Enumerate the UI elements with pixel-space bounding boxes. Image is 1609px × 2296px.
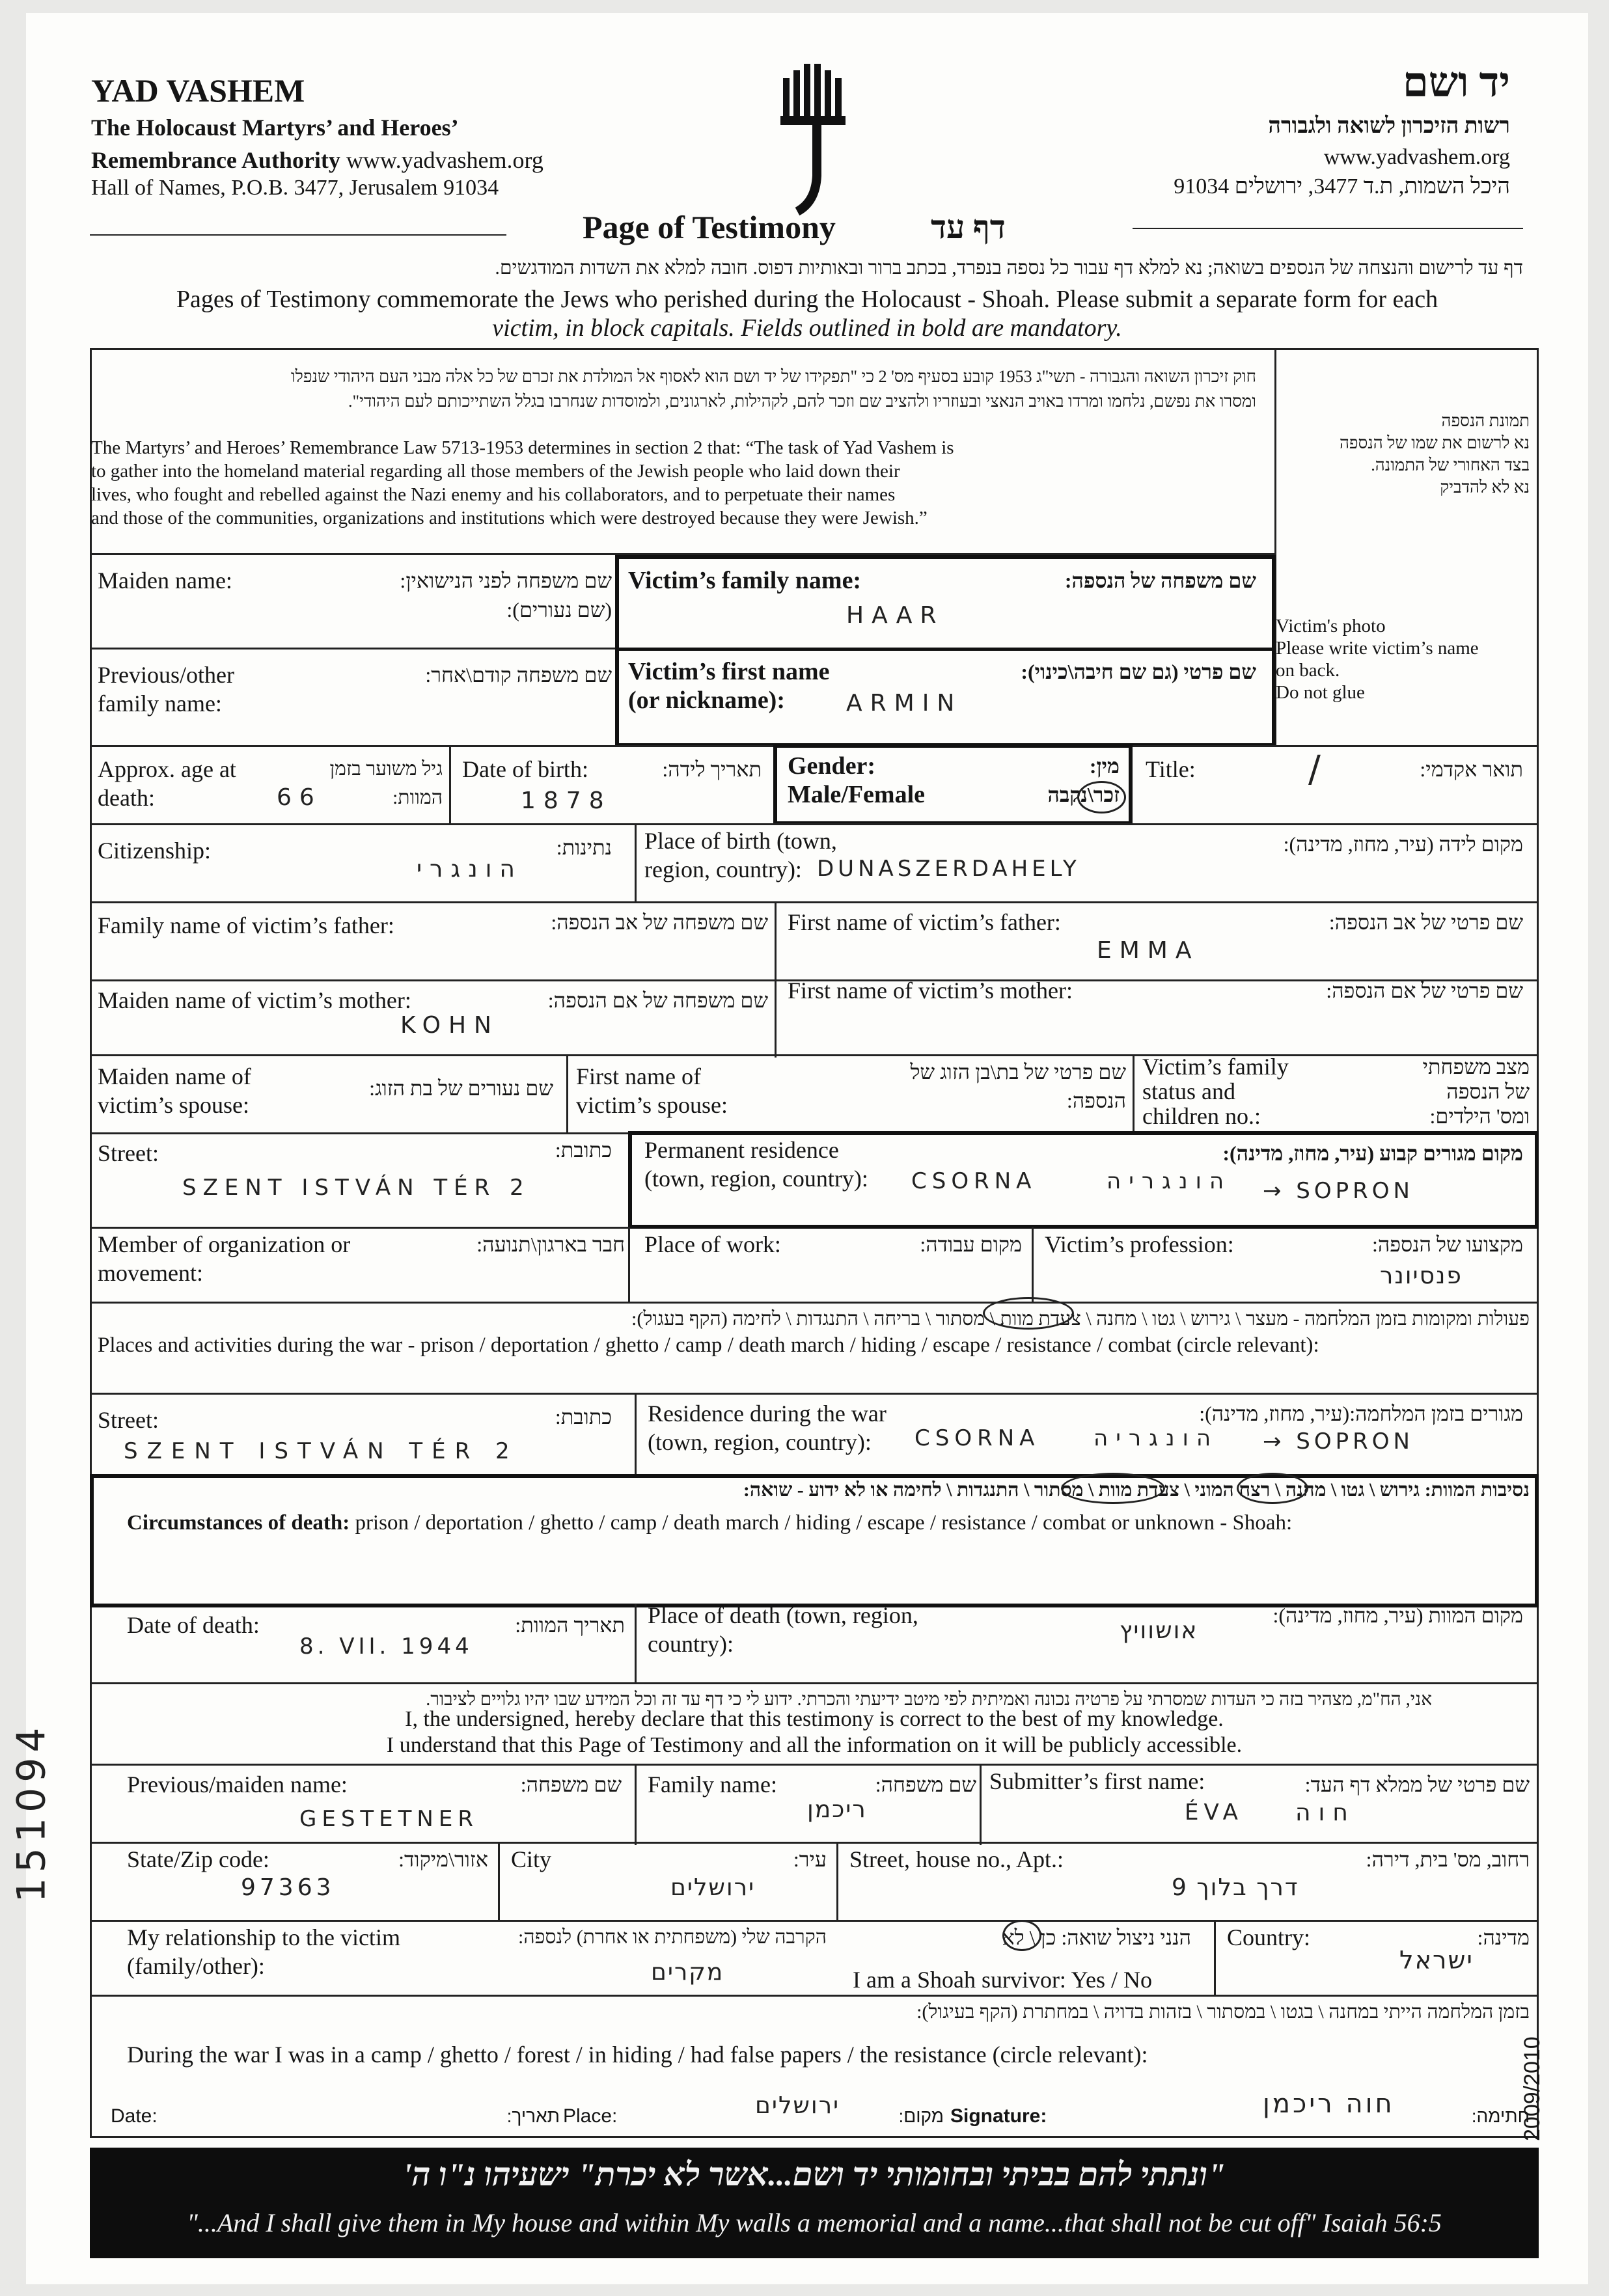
dob-label: Date of birth: — [462, 756, 588, 782]
edition-year: 2009/2010 — [1520, 2036, 1545, 2141]
father-first-name-value[interactable]: EMMA — [1097, 937, 1200, 964]
place-of-birth-value[interactable]: DUNASZERDAHELY — [817, 856, 1080, 882]
declaration-he: אני, הח"מ, מצהיר בזה כי העדות שמסרתי על פרטיה נכונה ואמיתית לפי מיטב ידיעתי והכרתי. ידוע לי כי דף עד זה וכל המידע שבו יהיו גלויים לציבור. — [426, 1689, 1432, 1710]
form-title-en: Page of Testimony — [583, 209, 836, 245]
date-of-death-label: Date of death: — [127, 1612, 260, 1638]
submitter-first-name-label: Submitter’s first name: — [989, 1768, 1205, 1794]
signature-label: Signature: — [950, 2105, 1047, 2127]
victim-first-name-label: Victim’s first name (or nickname): — [628, 658, 830, 714]
intro-en-1: Pages of Testimony commemorate the Jews who perished during the Holocaust - Shoah. Please submit a separate form for each — [176, 286, 1438, 313]
declaration-en-1: I, the undersigned, hereby declare that this testimony is correct to the best of my knowledge. — [405, 1707, 1224, 1731]
mother-maiden-name-label: Maiden name of victim’s mother: — [98, 987, 411, 1013]
previous-name-label: Previous/other family name: — [98, 662, 234, 717]
victim-family-name-value[interactable]: HAAR — [846, 602, 944, 629]
victim-family-name-label: Victim’s family name: — [628, 567, 862, 594]
place-of-death-label: Place of death (town, region, country): — [648, 1602, 918, 1657]
mother-maiden-name-value[interactable]: KOHN — [400, 1012, 499, 1039]
date-label: Date: — [111, 2105, 158, 2127]
footer-banner — [90, 2148, 1539, 2258]
ghetto-deportation-circled[interactable] — [1237, 1473, 1308, 1504]
spouse-first-name-label: First name of victim’s spouse: — [576, 1063, 728, 1118]
circumstances-label: Circumstances of death: prison / deportation / ghetto / camp / death march / hiding / escape / resistance / combat or unknown - Shoah: — [127, 1511, 1293, 1535]
survivor-yes-circled[interactable] — [1002, 1920, 1041, 1951]
submitter-previous-name-label: Previous/maiden name: — [127, 1771, 348, 1797]
intro-en-2: victim, in block capitals. Fields outlined in bold are mandatory. — [492, 314, 1122, 342]
zip-label: State/Zip code: — [127, 1846, 269, 1872]
submitter-first-name-value[interactable]: ÉVA — [1185, 1799, 1243, 1825]
victim-first-name-value[interactable]: ARMIN — [846, 690, 963, 717]
declaration-en-2: I understand that this Page of Testimony and all the information on it will be publicly accessible. — [386, 1733, 1243, 1757]
date-of-death-value[interactable]: 8. VII. 1944 — [299, 1633, 473, 1660]
relationship-value[interactable]: מקרים — [651, 1959, 724, 1986]
place-label: Place: — [563, 2105, 618, 2127]
submitter-previous-name-value[interactable]: GESTETNER — [299, 1806, 478, 1832]
relationship-label: My relationship to the victim (family/other): — [127, 1924, 400, 1979]
father-family-name-label: Family name of victim’s father: — [98, 912, 394, 938]
war-activities-label: Places and activities during the war - prison / deportation / ghetto / camp / death march / hiding / escape / resistance / combat (circle relevant): — [98, 1333, 1319, 1357]
father-first-name-label: First name of victim’s father: — [788, 909, 1061, 935]
photo-instructions-he: תמונת הנספה נא לרשום את שמו של הנספה בצד האחורי של התמונה. נא לא להדביק — [1339, 411, 1530, 497]
org-sub-en-2: Remembrance Authority — [91, 147, 340, 173]
street-war-value[interactable]: SZENT ISTVÁN TÉR 2 — [124, 1438, 519, 1464]
place-of-birth-label: Place of birth (town, region, country): — [644, 828, 837, 882]
citizenship-value[interactable]: הונגרי — [417, 856, 523, 882]
street-label: Street: — [98, 1140, 159, 1166]
website-he[interactable]: www.yadvashem.org — [1323, 145, 1510, 169]
street-address-value[interactable]: דרך בלוך 9 — [1172, 1874, 1299, 1901]
street-value[interactable]: SZENT ISTVÁN TÉR 2 — [182, 1175, 530, 1201]
law-text-he: חוק זיכרון השואה והגבורה - תשי"ג 1953 קובע בסעיף מס' 2 כי "תפקידו של יד ושם הוא לאסוף אל המולדת את זכרם של כל אלה מבני העם היהודי שנפלו ומסרו את נפשם, נלחמו ומרדו באויב הנאצי ובעוזריו ולהציב שם וזכר להם, לקהילות, לארגונים, ולמוסדות שנחרבו בגלל השתייכותם לעם היהודי". — [291, 367, 1256, 411]
submitter-family-name-label: Family name: — [648, 1771, 777, 1797]
photo-box: Victim's photo Please write victim’s name on back. Do not glue — [1276, 616, 1479, 703]
place-of-work-label: Place of work: — [644, 1231, 781, 1257]
address-he: היכל השמות, ת.ד 3477, ירושלים 91034 — [1174, 174, 1510, 198]
citizenship-label: Citizenship: — [98, 838, 211, 864]
intro-he: דף עד לרישום והנצחה של הנספים בשואה; נא למלא דף עבור כל נספה בנפרד, בכתב ברור ובאותיות דפוס. חובה למלא את השדות המודגשים. — [495, 257, 1523, 279]
org-sub-en-1: The Holocaust Martyrs’ and Heroes’ — [91, 115, 459, 141]
circumstances-he: נסיבות המוות: גירוש \ גטו \ מחנה \ רצח המוני \ צעדת מוות \ מסתור \ התנגדות \ לחימה או לא ידוע - שואה: — [743, 1479, 1530, 1501]
submitter-family-name-value[interactable]: ריכמן — [807, 1796, 867, 1823]
zip-value[interactable]: 97363 — [241, 1874, 335, 1901]
war-activities-he: פעולות ומקומות בזמן המלחמה - מעצר \ גירוש \ גטו \ מחנה \ צעדת מוות \ מסתור \ בריחה \ התנגדות \ לחימה (הקף בעגול): — [631, 1308, 1530, 1330]
gender-label: Gender: — [788, 752, 876, 780]
permanent-residence-value[interactable]: CSORNA — [911, 1168, 1037, 1194]
war-residence-label: Residence during the war (town, region, country): — [648, 1401, 887, 1455]
profession-label: Victim’s profession: — [1045, 1231, 1234, 1257]
gender-male-circled[interactable] — [1077, 781, 1126, 813]
mass-murder-circled[interactable] — [1061, 1473, 1165, 1504]
war-residence-value[interactable]: CSORNA — [915, 1425, 1040, 1451]
age-label: Approx. age at death: — [98, 756, 236, 811]
survivor-label: I am a Shoah survivor: Yes / No — [853, 1967, 1152, 1993]
form-title-he: דף עד — [931, 209, 1006, 245]
street-war-label: Street: — [98, 1407, 159, 1433]
maiden-name-label: Maiden name: — [98, 567, 232, 594]
city-value[interactable]: ירושלים — [670, 1874, 756, 1901]
survivor-he: הנני ניצול שואה: כן \ לא — [1002, 1926, 1191, 1949]
quote-he: "ונתתי להם בביתי ובחומותי יד ושם...אשר לא יכרת" ישעיהו נ"ו ה' — [402, 2156, 1226, 2193]
organization-label: Member of organization or movement: — [98, 1231, 351, 1286]
during-war-he: בזמן המלחמה הייתי במחנה \ בגטו \ במסתור \ בזהות בדויה \ במחתרת (הקף בעיגול): — [916, 2001, 1530, 2023]
place-of-death-value[interactable]: אושוויץ — [1120, 1617, 1198, 1644]
law-text-en: The Martyrs’ and Heroes’ Remembrance Law 5713-1953 determines in section 2 that: “The task of Yad Vashem is to gather into the homeland material regarding all those members of the Jewish people who laid down their lives, who fought and rebelled against the Nazi enemy and his collaborators, and to perpetuate their names and those of the communities, organizations and institutions which were destroyed because they were Jewish.” — [91, 437, 954, 528]
age-value[interactable]: 66 — [277, 784, 322, 811]
place-value[interactable]: ירושלים — [755, 2092, 840, 2119]
dob-value[interactable]: 1878 — [521, 787, 612, 814]
website-en[interactable]: www.yadvashem.org — [346, 147, 543, 173]
title-label: Title: — [1146, 756, 1196, 782]
org-name-he: יד ושם — [1402, 59, 1510, 105]
spouse-maiden-name-label: Maiden name of victim’s spouse: — [98, 1063, 251, 1118]
address-en: Hall of Names, P.O.B. 3477, Jerusalem 91034 — [91, 176, 499, 200]
quote-en: "...And I shall give them in My house and within My walls a memorial and a name...that shall not be cut off" Isaiah 56:5 — [187, 2208, 1442, 2237]
street-address-label: Street, house no., Apt.: — [849, 1846, 1064, 1872]
side-reference-number: 151094 — [8, 1722, 55, 1903]
city-label: City — [511, 1846, 552, 1872]
during-war-label: During the war I was in a camp / ghetto / forest / in hiding / had false papers / the resistance (circle relevant): — [127, 2042, 1148, 2068]
country-value[interactable]: ישראל — [1399, 1946, 1474, 1975]
permanent-residence-label: Permanent residence (town, region, country): — [644, 1137, 868, 1192]
org-sub-he: רשות הזיכרון לשואה ולגבורה — [1268, 114, 1510, 138]
testimony-page: YAD VASHEM The Holocaust Martyrs’ and Heroes’ Remembrance Authority www.yadvashem.org Hall of Names, P.O.B. 3477, Jerusalem 91034 יד ושם רשות הזיכרון לשואה ולגבורה www.yadvashem.org היכל השמות, ת.ד 3477, ירושלים 91034 Page of Testimony דף עד דף עד לרישום והנצחה של הנספים בשואה; נא למלא דף עבור כל נספה בנפרד, בכתב ברור ובאותיות דפוס. חובה למלא את השדות המודגשים. Pages of Testimony commemorate the Jews who perished during the Holocaust - Shoah. Please submit a separate form for each victim, in block capitals. Fields outlined in bold are mandatory. חוק זיכרון השואה והגבורה - תשי"ג 1953 קובע בסעיף מס' 2 כי "תפקידו של יד ושם הוא לאסוף אל המולדת את זכרם של כל אלה מבני העם היהודי שנפלו ומסרו את נפשם, נלחמו ומרדו באויב הנאצי ובעוזריו ולהציב שם וזכר להם, לקהילות, לארגונים, ולמוסדות שנחרבו בגלל השתייכותם לעם היהודי". The Martyrs’ and Heroes’ Remembrance Law 5713-1953 determines in section 2 that: “The task of Yad Vashem is to gather into the homeland material regarding all those members of the Jewish people who laid down their lives, who fought and rebelled against the Nazi enemy and his collaborators, and to perpetuate their names and those of the communities, organizations and institutions which were destroyed because they were Jewish.” תמונת הנספה נא לרשום את שמו של הנספה בצד האחורי של התמונה. נא לא להדביק Victim's photo Please write victim’s name on back. Do not glue Maiden name: שם משפחה לפני הנישואין: (שם נעורים): Victim’s family name: שם משפחה של הנספה: HAAR Previous/other family name: שם משפחה קודם\אחר: Victim’s first name (or nickname): שם פרטי (גם שם חיבה\כינוי): ARMIN Approx. age at death: גיל משוער בזמן המוות: 66 Date of birth: תאריך לידה: 1878 Gender: Male/Female מין: זכר\נקבה Title: תואר אקדמי: / Citizenship: נתינות: הונגרי Place of birth (town, region, country): מקום לידה (עיר, מחוז, מדינה): DUNASZERDAHELY Family name of victim’s father: שם משפחה של אב הנספה: First name of victim’s father: שם פרטי של אב הנספה: EMMA Maiden name of victim’s mother: שם משפחה של אם הנספה: KOHN First name of victim’s mother: שם פרטי של אם הנספה: Maiden name of victim’s spouse: שם נעורים של בת הזוג: First name of victim’s spouse: שם פרטי של בת\בן הזוג של הנספה: Victim’s family status and children no.: מצב משפחתי של הנספה ומס' הילדים: Street: כתובת: SZENT ISTVÁN TÉR 2 Permanent residence (town, region, country): מקום מגורים קבוע (עיר, מחוז, מדינה): CSORNA הונגריה → SOPRON Member of organization or movement: חבר בארגון\תנועה: Place of work: מקום עבודה: Victim’s profession: מקצועו של הנספה: פנסיונר פעולות ומקומות בזמן המלחמה - מעצר \ גירוש \ גטו \ מחנה \ צעדת מוות \ מסתור \ בריחה \ התנגדות \ לחימה (הקף בעגול): Places and activities during the war - prison / deportation / ghetto / camp / death march / hiding / escape / resistance / combat (circle relevant): Street: כתובת: SZENT ISTVÁN TÉR 2 Residence during the war (town, region, country): מגורים בזמן המלחמה:(עיר, מחוז, מדינה): CSORNA הונגריה → SOPRON נסיבות המוות: גירוש \ גטו \ מחנה \ רצח המוני \ צעדת מוות \ מסתור \ התנגדות \ לחימה או לא ידוע - שואה: Circumstances of death: prison / deportation / ghetto / camp / death march / hiding / escape / resistance / combat or unknown - Shoah: Date of death: תאריך המוות: 8. VII. 1944 Place of death (town, region, country): מקום המוות (עיר, מחוז, מדינה): אושוויץ אני, הח"מ, מצהיר בזה כי העדות שמסרתי על פרטיה נכונה ואמיתית לפי מיטב ידיעתי והכרתי. ידוע לי כי דף עד זה וכל המידע שבו יהיו גלויים לציבור. I, the undersigned, hereby declare that this testimony is correct to the best of my knowledge. I understand that this Page of Testimony and all the information on it will be publicly accessible. Previous/maiden name: שם משפחה: GESTETNER Family name: שם משפחה: ריכמן Submitter’s first name: שם פרטי של ממלא דף העד: ÉVA חוה State/Zip code: אזור\מיקוד: 97363 City עיר: ירושלים Street, house no., Apt.: רחוב, מס' בית, דירה: דרך בלוך 9 My relationship to the victim (family/other): הקרבה שלי (משפחתית או אחרת) לנספה: מקרים הנני ניצול שואה: כן \ לא I am a Shoah survivor: Yes / No Country: מדינה: ישראל בזמן המלחמה הייתי במחנה \ בגטו \ במסתור \ בזהות בדויה \ במחתרת (הקף בעיגול): During the war I was in a camp / ghetto / forest / in hiding / had false papers / the resistance (circle relevant): Date: תאריך: Place: ירושלים מקום: Signature: חוה ריכמן חתימה: 151094 "ונתתי להם בביתי ובחומותי יד ושם...אשר לא יכרת" ישעיהו נ"ו ה' "...And I shall give them in My house and within My walls a memorial and a name...that shall not be cut off" Isaiah 56:5 2009/2010 — [26, 13, 1588, 2284]
yad-vashem-logo — [778, 59, 849, 221]
signature-value[interactable]: חוה ריכמן — [1263, 2089, 1395, 2119]
mother-first-name-label: First name of victim’s mother: — [788, 977, 1073, 1004]
country-label: Country: — [1227, 1924, 1311, 1950]
profession-value[interactable]: פנסיונר — [1380, 1263, 1463, 1289]
title-value[interactable]: / — [1308, 748, 1328, 791]
maiden-name-label-he: שם משפחה לפני הנישואין: — [400, 569, 612, 592]
org-name-en: YAD VASHEM — [91, 72, 305, 109]
family-status-label: Victim’s family status and children no.: — [1142, 1054, 1289, 1129]
deportation-circled[interactable] — [983, 1297, 1074, 1330]
